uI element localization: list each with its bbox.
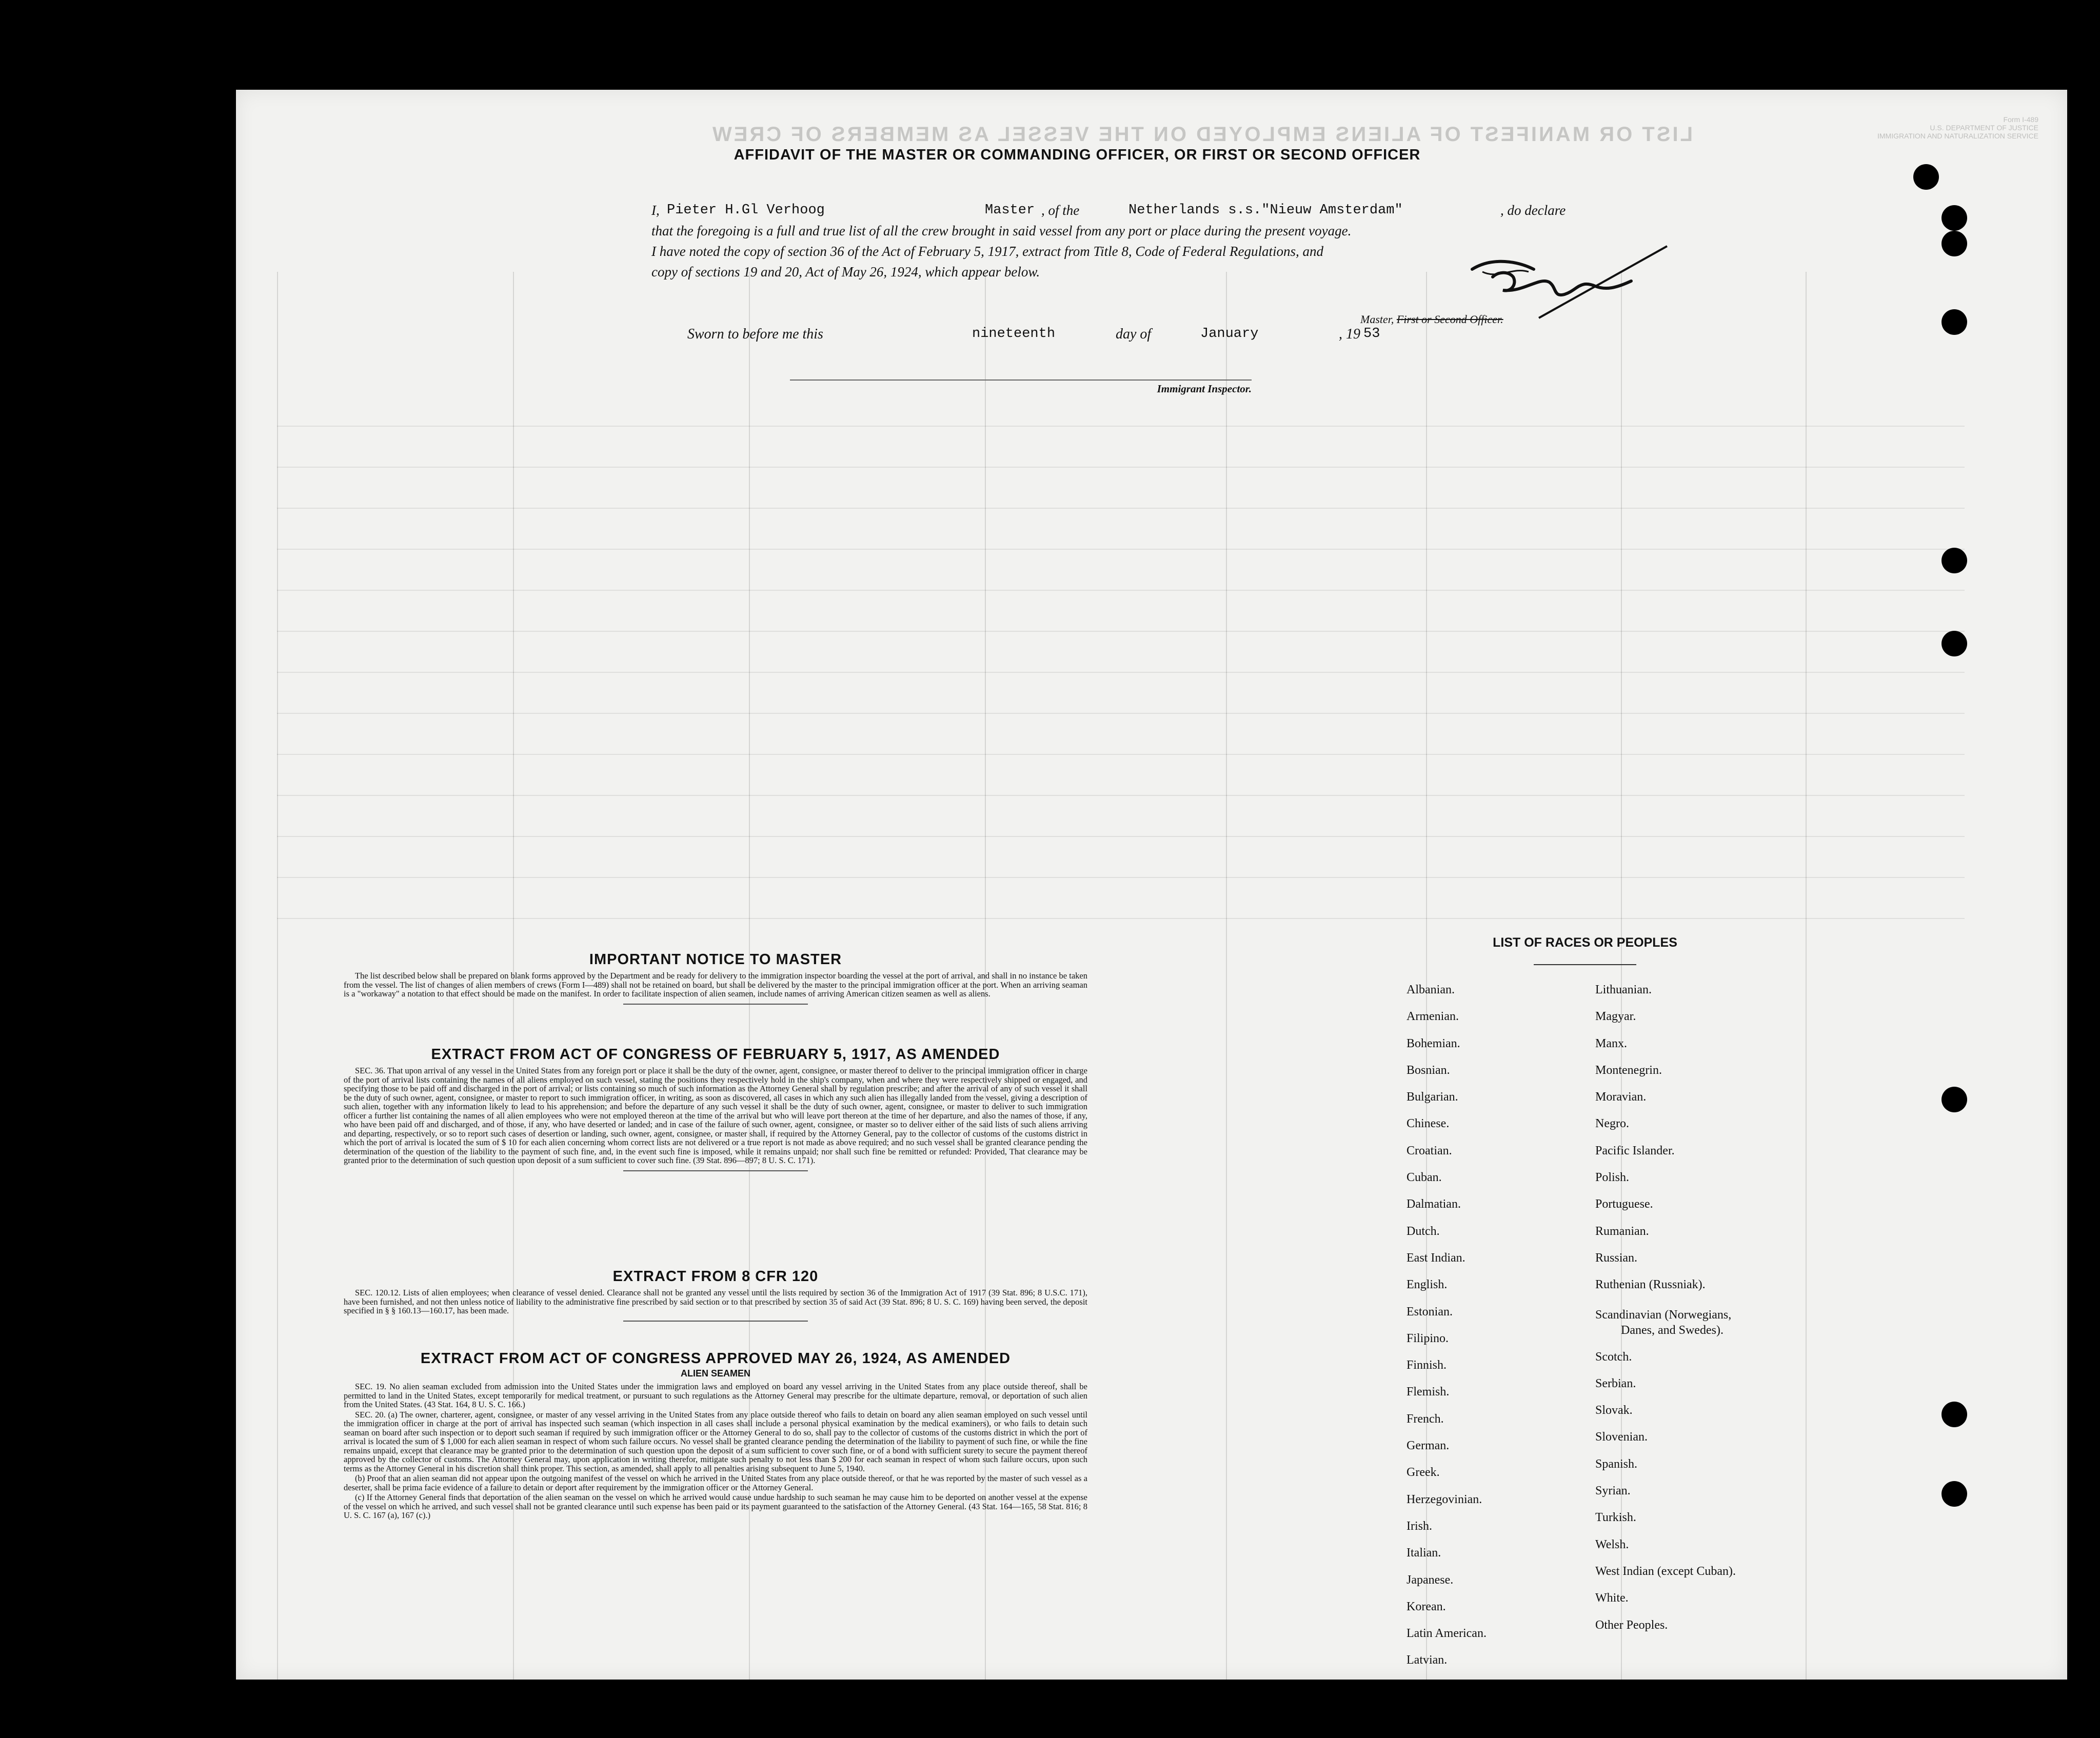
extract-cfr-title: EXTRACT FROM 8 CFR 120 [612,1268,819,1285]
race-item: Negro. [1595,1117,1629,1131]
race-item: Scotch. [1595,1350,1632,1364]
race-item: German. [1406,1439,1450,1453]
inspector-signature-line: Immigrant Inspector. [790,379,1252,395]
binder-hole [1941,205,1967,231]
extract-1924-sec19: SEC. 19. No alien seaman excluded from admission into the United States under the immigration laws and employed on board any vessel arriving in the United States from any place outside thereof, shall be permitted to land in the United States, except temporarily for medical treatment, or pursuant to such regulations as the Attorney General may prescribe for the ultimate departure, removal, or deportation of such alien from the United States. (43 Stat. 164, 8 U. S. C. 166.) [344,1382,1087,1409]
race-item-line: Scandinavian (Norwegians, [1595,1308,1732,1322]
extract-cfr-text: SEC. 120.12. Lists of alien employees; when clearance of vessel denied. Clearance shall not be granted any vessel until the lists required by section 36 of the Immigration Act of 1917 (39 Stat. 896; 8 U.S.C. 171), have been furnished, and not then unless notice of liability to the administrative fine prescribed by said section or to that prescribed by section 35 of said Act (39 Stat. 896; 8 U. S. C. 169) having been served, the deposit specified in § § 160.13—160.17, has been made. [344,1288,1087,1315]
sworn-prefix: Sworn to before me this [687,326,823,342]
race-item: Syrian. [1595,1484,1631,1498]
race-item: Spanish. [1595,1457,1638,1471]
section-divider [623,1170,808,1171]
race-item: Japanese. [1406,1573,1454,1587]
race-item: Slovenian. [1595,1430,1648,1444]
race-item: Turkish. [1595,1511,1636,1525]
section-divider [623,1004,808,1005]
year-prefix: , 19 [1339,326,1360,342]
sworn-day: nineteenth [972,326,1056,342]
race-item: Irish. [1406,1519,1432,1533]
extract-1917 [344,1046,1087,1171]
notice-text: The list described below shall be prepared on blank forms approved by the Department and be ready for delivery to the immigration inspector boarding the vessel at the port of arrival, and shall in no instance be taken from the vessel. The list of changes of alien members of crews (Form I—489) shall not be retained on board, but shall be delivered by the master to the principal immigration officer at the port. When an arriving seaman is a "workaway" a notation to that effect should be made on the manifest. In order to facilitate inspection of alien seamen, include names of arriving American citizen seamen as well as aliens. [344,971,1087,998]
binder-hole [1941,309,1967,335]
mirrored-bleed-through-title: LIST OR MANIFEST OF ALIENS EMPLOYED ON THE VESSEL AS MEMBERS OF CREW [710,123,1693,146]
affidavit-i: I, [651,203,660,218]
race-item: Magyar. [1595,1010,1636,1024]
affidavit-line-2: that the foregoing is a full and true list of all the crew brought in said vessel from any port or place during the present voyage. [651,223,1352,238]
affidavit-line-1 [651,200,1590,221]
race-item: Serbian. [1595,1376,1636,1390]
year-suffix: 53 [1363,326,1380,342]
master-rank: Master [985,203,1035,218]
race-item: Croatian. [1406,1144,1452,1157]
race-item: Finnish. [1406,1359,1447,1372]
form-reference [1877,115,2038,140]
race-item-scandinavian [1595,1307,1811,1349]
race-item: Welsh. [1595,1537,1629,1551]
extract-1924-sec20c: (c) If the Attorney General finds that deportation of the alien seaman on the vessel on which he arrived would cause undue hardship to such seaman he may cause him to be deported on another vessel at the expense of the vessel on which he arrived, and such vessel shall not be granted clearance until such expense has been paid or its payment guaranteed to the satisfaction of the Attorney General. (43 Stat. 164—165, 58 Stat. 816; 8 U. S. C. 167 (a), 167 (c).) [344,1492,1087,1520]
race-item: Greek. [1406,1466,1440,1480]
race-item: Italian. [1406,1546,1441,1560]
race-item: Latin American. [1406,1627,1487,1641]
race-item: Russian. [1595,1251,1638,1265]
binder-hole [1941,631,1967,656]
binder-hole [1913,164,1939,190]
race-item: Manx. [1595,1036,1627,1050]
vessel-name: Netherlands s.s."Nieuw Amsterdam" [1128,203,1403,218]
form-ref-line: U.S. DEPARTMENT OF JUSTICE [1930,124,2038,132]
races-list-title: LIST OF RACES OR PEOPLES [1493,935,1677,950]
notice-to-master [344,951,1087,1005]
extract-1924-sec20a: SEC. 20. (a) The owner, charterer, agent, consignee, or master of any vessel arriving in the United States from any place outside thereof who fails to detain on board any alien seaman employed on such vessel until the immigration officer in charge at the port of arrival has inspected such seaman (which inspection in all cases shall include a personal physical examination by the medical examiners), or who fails to detain such seaman on board after such inspection or to deport such seaman if required by such immigration officer or the Attorney General to do so, shall pay to the collector of customs of the customs district in which the port of arrival is located the sum of $ 1,000 for each alien seaman in respect of whom such failure occurs. No vessel shall be granted clearance pending the determination of the liability to payment of such fine, or while the fine remains unpaid, except that clearance may be granted prior to the determination of such question upon the deposit of a sum sufficient to cover such fine, or of a bond with sufficient surety to secure the payment thereof approved by the collector of customs. The Attorney General may, upon application in writing therefor, mitigate such penalty to not less than $ 200 for each seaman in respect of whom such failure occurs, upon such terms as the Attorney General in his discretion shall think proper. This section, as amended, shall apply to all penalties arising subsequent to June 5, 1940. [344,1409,1087,1473]
race-item-line: Danes, and Swedes). [1621,1323,1723,1337]
races-column-2 [1595,982,1811,1644]
binder-hole [1941,548,1967,573]
race-item: Ruthenian (Russniak). [1595,1278,1706,1292]
notice-title: IMPORTANT NOTICE TO MASTER [589,951,842,968]
form-ref-line: IMMIGRATION AND NATURALIZATION SERVICE [1877,132,2038,140]
race-item: East Indian. [1406,1251,1465,1265]
extract-1917-title: EXTRACT FROM ACT OF CONGRESS OF FEBRUARY 5, 1917, AS AMENDED [431,1046,1000,1063]
of-the-text: , of the [1041,203,1080,218]
race-item: Herzegovinian. [1406,1492,1482,1506]
section-divider [623,1321,808,1322]
day-of-text: day of [1116,326,1152,342]
race-item: Moravian. [1595,1090,1647,1104]
binder-hole [1941,231,1967,256]
race-item: Polish. [1595,1171,1630,1185]
extract-cfr [344,1268,1087,1322]
do-declare-text: , do declare [1500,203,1566,218]
master-officer-label [1360,313,1503,326]
extract-1924-subtitle: ALIEN SEAMEN [680,1368,750,1379]
affidavit-body [651,200,1590,282]
race-item: English. [1406,1278,1448,1292]
race-item: Dalmatian. [1406,1197,1461,1211]
race-item: Korean. [1406,1600,1446,1613]
race-item: Lithuanian. [1595,983,1652,996]
race-item: Albanian. [1406,983,1455,996]
race-item: Filipino. [1406,1331,1449,1345]
race-item: Flemish. [1406,1385,1450,1399]
binder-hole [1941,1481,1967,1507]
race-item: Bohemian. [1406,1036,1460,1050]
race-item: West Indian (except Cuban). [1595,1564,1736,1578]
form-ref-line: Form I-489 [2003,115,2038,124]
race-item: Armenian. [1406,1010,1459,1024]
affidavit-title: AFFIDAVIT OF THE MASTER OR COMMANDING OFFICER, OR FIRST OR SECOND OFFICER [734,147,1421,163]
binder-hole [1941,1087,1967,1112]
master-name: Pieter H.Gl Verhoog [667,203,825,218]
officer-struck-text: First or Second Officer. [1396,313,1503,326]
race-item: French. [1406,1412,1444,1426]
race-item: Pacific Islander. [1595,1144,1675,1157]
sworn-month: January [1200,326,1259,342]
extract-1924-title: EXTRACT FROM ACT OF CONGRESS APPROVED MAY 26, 1924, AS AMENDED [420,1350,1011,1367]
race-item: Portuguese. [1595,1197,1653,1211]
race-item: Other Peoples. [1595,1618,1668,1632]
affidavit-line-4: copy of sections 19 and 20, Act of May 26, 1924, which appear below. [651,264,1040,279]
race-item: Bulgarian. [1406,1090,1458,1104]
race-item: Cuban. [1406,1171,1442,1185]
extract-1924-sec20b: (b) Proof that an alien seaman did not appear upon the outgoing manifest of the vessel on which he arrived in the United States from any place outside thereof, or that he was reported by the master of such vessel as a deserter, shall be prima facie evidence of a failure to detain or deport after requirement by the immigration officer or the Attorney General. [344,1473,1087,1492]
races-column-1 [1406,982,1622,1680]
master-label: Master, [1360,313,1394,326]
race-item: Latvian. [1406,1653,1448,1667]
race-item: Bosnian. [1406,1063,1450,1077]
race-item: Chinese. [1406,1117,1450,1131]
affidavit-line-3: I have noted the copy of section 36 of the Act of February 5, 1917, extract from Title 8, Code of Federal Regulations, and [651,244,1324,259]
race-item: Montenegrin. [1595,1063,1662,1077]
race-item: White. [1595,1591,1629,1605]
extract-1924 [344,1350,1087,1520]
race-item: Estonian. [1406,1305,1453,1319]
race-item: Slovak. [1595,1404,1633,1417]
race-item: Dutch. [1406,1224,1440,1238]
binder-hole [1941,1402,1967,1427]
race-item: Rumanian. [1595,1224,1649,1238]
races-title-rule [1534,964,1636,965]
extract-1917-text: SEC. 36. That upon arrival of any vessel in the United States from any foreign port or place it shall be the duty of the owner, agent, consignee, or master thereof to deliver to the principal immigration officer in charge of the port of arrival lists containing the names of all aliens employed on such vessel, stating the positions they respectively hold in the ship's company, when and where they were respectively shipped or engaged, and specifying those to be paid off and discharged in the port of arrival; or lists containing so much of such information as the Attorney General shall by regulation prescribe; and after the arrival of any of such vessel it shall be the duty of such owner, agent, consignee, or master to report to such immigration officer, in writing, as soon as discovered, all cases in which any such alien has illegally landed from the vessel, giving a description of such alien, together with any information likely to lead to his apprehension; and before the departure of any such vessel it shall be the duty of such owner, agent, consignee, or master to deliver to such immigration officer a further list containing the names of all alien employees who were not employed thereon at the time of the arrival but who will leave port thereon at the time of her departure, and also the names of those, if any, who have been paid off and discharged, and of those, if any, who have deserted or landed; and in case of the failure of such owner, agent, consignee, or master so to deliver either of the said lists of such aliens arriving and departing, respectively, or so to report such cases of desertion or landing, such owner, agent, consignee, or master shall, if required by the Attorney General, pay to the collector of customs of the customs district in which the port of arrival is located the sum of $ 10 for each alien concerning whom correct lists are not delivered or a true report is not made as above required; and no such vessel shall be granted clearance pending the determination of the question of the liability to the payment of such fine, and, in the event such fine is imposed, while it remains unpaid; nor shall such fine be remitted or refunded: Provided, That clearance may be granted prior to the determination of such question upon deposit of a sum sufficient to cover such fine. (39 Stat. 896—897; 8 U. S. C. 171). [344,1066,1087,1165]
